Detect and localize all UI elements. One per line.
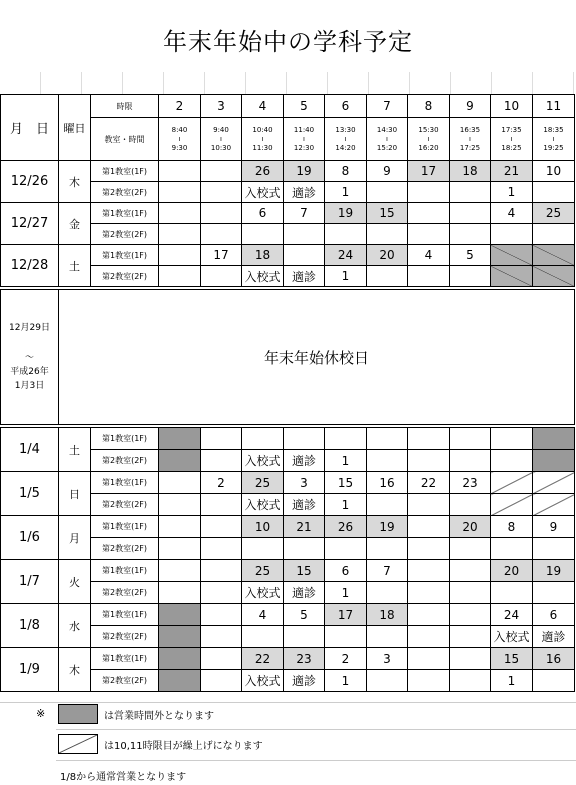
period-header: 5	[284, 95, 325, 118]
period-cell	[201, 648, 242, 670]
date-cell: 12/27	[1, 203, 59, 245]
date-cell: 1/6	[1, 516, 59, 560]
period-cell	[408, 670, 450, 692]
period-cell	[159, 538, 201, 560]
start-time: 17:35	[501, 125, 522, 134]
period-cell	[242, 538, 284, 560]
time-tick: ı	[178, 134, 181, 143]
period-cell: 20	[367, 245, 408, 266]
weekday-cell: 土	[59, 428, 91, 472]
period-cell: 21	[491, 161, 533, 182]
holiday-tilde: ～	[24, 353, 34, 363]
start-time: 11:40	[293, 125, 315, 134]
period-cell	[450, 670, 491, 692]
date-cell: 1/9	[1, 648, 59, 692]
end-time: 14:20	[335, 143, 356, 152]
period-cell	[159, 516, 201, 538]
period-cell	[159, 604, 201, 626]
period-cell: 入校式	[242, 582, 284, 604]
period-cell: 5	[284, 604, 325, 626]
page-title: 年末年始中の学科予定	[163, 28, 413, 56]
room-cell: 第2教室(2F)	[91, 224, 159, 245]
period-cell	[367, 428, 408, 450]
period-cell	[159, 182, 201, 203]
start-time: 18:35	[543, 125, 564, 134]
period-cell	[408, 428, 450, 450]
weekday-cell: 金	[59, 203, 91, 245]
period-cell	[201, 670, 242, 692]
period-cell: 25	[242, 472, 284, 494]
period-cell	[159, 670, 201, 692]
period-cell	[201, 582, 242, 604]
period-cell	[450, 266, 491, 287]
date-cell: 12/28	[1, 245, 59, 287]
end-time: 11:30	[252, 143, 273, 152]
period-cell	[533, 182, 575, 203]
period-cell: 26	[325, 516, 367, 538]
date-cell: 1/5	[1, 472, 59, 516]
schedule-row	[1, 648, 575, 670]
schedule-row	[1, 472, 575, 494]
period-cell	[159, 245, 201, 266]
period-cell: 20	[450, 516, 491, 538]
period-cell: 7	[367, 560, 408, 582]
period-header: 3	[201, 95, 242, 118]
period-cell: 15	[367, 203, 408, 224]
weekday-cell: 木	[59, 648, 91, 692]
room-cell: 第2教室(2F)	[91, 182, 159, 203]
period-cell	[367, 266, 408, 287]
period-cell	[533, 450, 575, 472]
holiday-from: 12月29日	[9, 323, 50, 333]
weekday-cell: 木	[59, 161, 91, 203]
holiday-range-cell	[1, 290, 59, 425]
period-cell: 入校式	[242, 670, 284, 692]
period-cell	[450, 648, 491, 670]
diagonal-legend-text: は10,11時限目が繰上げになります	[104, 741, 263, 752]
schedule-row	[1, 161, 575, 182]
period-cell	[201, 494, 242, 516]
period-cell	[450, 224, 491, 245]
period-cell	[450, 626, 491, 648]
period-cell	[159, 648, 201, 670]
period-cell	[159, 450, 201, 472]
period-cell	[533, 472, 575, 494]
period-cell	[450, 604, 491, 626]
period-label: 時限	[91, 95, 159, 118]
room-cell: 第2教室(2F)	[91, 450, 159, 472]
period-cell: 19	[284, 161, 325, 182]
gray-legend-text: は営業時間外となります	[104, 711, 214, 722]
period-header: 2	[159, 95, 201, 118]
room-cell: 第1教室(1F)	[91, 648, 159, 670]
weekday-cell: 水	[59, 604, 91, 648]
start-time: 16:35	[459, 125, 481, 134]
period-cell	[201, 538, 242, 560]
period-cell: 10	[533, 161, 575, 182]
period-cell	[201, 626, 242, 648]
period-cell	[159, 494, 201, 516]
period-cell	[408, 604, 450, 626]
period-time-cell	[367, 118, 408, 161]
period-cell	[367, 182, 408, 203]
note-mark: ※	[36, 707, 46, 720]
start-time: 15:30	[418, 125, 439, 134]
footer-note: 1/8から通常営業となります	[60, 772, 187, 783]
weekday-cell: 土	[59, 245, 91, 287]
period-cell: 8	[325, 161, 367, 182]
period-cell	[159, 428, 201, 450]
period-cell: 1	[325, 450, 367, 472]
period-cell: 23	[450, 472, 491, 494]
period-cell	[408, 538, 450, 560]
period-cell	[159, 472, 201, 494]
period-cell: 7	[284, 203, 325, 224]
period-cell	[491, 494, 533, 516]
period-cell: 3	[367, 648, 408, 670]
period-cell	[367, 582, 408, 604]
period-cell	[284, 428, 325, 450]
period-cell	[284, 224, 325, 245]
period-cell: 1	[325, 670, 367, 692]
period-cell	[242, 224, 284, 245]
period-cell: 17	[408, 161, 450, 182]
period-header: 11	[533, 95, 575, 118]
period-cell	[491, 450, 533, 472]
period-cell: 19	[533, 560, 575, 582]
start-time: 10:40	[252, 125, 273, 134]
period-time-cell	[533, 118, 575, 161]
period-cell: 25	[533, 203, 575, 224]
start-time: 9:40	[213, 125, 229, 134]
schedule-row	[1, 245, 575, 266]
period-cell	[408, 450, 450, 472]
period-cell: 25	[242, 560, 284, 582]
date-cell: 1/8	[1, 604, 59, 648]
room-cell: 第2教室(2F)	[91, 494, 159, 516]
period-cell	[284, 245, 325, 266]
period-cell	[491, 428, 533, 450]
period-cell: 2	[201, 472, 242, 494]
period-cell	[159, 582, 201, 604]
period-cell	[367, 670, 408, 692]
room-cell: 第1教室(1F)	[91, 203, 159, 224]
room-cell: 第2教室(2F)	[91, 582, 159, 604]
end-time: 16:20	[418, 143, 439, 152]
start-time: 8:40	[171, 125, 188, 134]
period-cell: 適診	[533, 626, 575, 648]
period-header: 8	[408, 95, 450, 118]
period-header: 7	[367, 95, 408, 118]
period-time-cell	[201, 118, 242, 161]
period-cell	[533, 670, 575, 692]
period-cell	[450, 582, 491, 604]
period-cell	[159, 266, 201, 287]
period-cell: 入校式	[242, 182, 284, 203]
schedule-row	[1, 560, 575, 582]
period-cell	[450, 494, 491, 516]
holiday-to: 1月3日	[14, 381, 45, 391]
period-cell	[491, 472, 533, 494]
period-cell	[533, 428, 575, 450]
end-time: 15:20	[376, 143, 398, 152]
end-time: 12:30	[293, 143, 315, 152]
period-cell: 適診	[284, 266, 325, 287]
room-cell: 第1教室(1F)	[91, 161, 159, 182]
schedule-table	[0, 94, 575, 692]
period-cell: 22	[242, 648, 284, 670]
period-time-cell	[159, 118, 201, 161]
period-time-cell	[408, 118, 450, 161]
period-cell	[408, 626, 450, 648]
period-cell: 適診	[284, 450, 325, 472]
period-time-cell	[325, 118, 367, 161]
period-header: 4	[242, 95, 284, 118]
period-cell: 15	[284, 560, 325, 582]
schedule-row	[1, 604, 575, 626]
period-time-cell	[242, 118, 284, 161]
diagonal-swatch	[58, 734, 98, 754]
time-tick: ı	[386, 134, 388, 143]
period-header: 6	[325, 95, 367, 118]
period-cell: 適診	[284, 494, 325, 516]
period-cell: 3	[284, 472, 325, 494]
period-header: 10	[491, 95, 533, 118]
period-cell	[408, 516, 450, 538]
room-time-label: 教室・時間	[91, 118, 159, 161]
period-cell: 22	[408, 472, 450, 494]
period-cell	[242, 626, 284, 648]
period-cell	[491, 224, 533, 245]
period-cell: 16	[367, 472, 408, 494]
month-day-header: 月 日	[1, 95, 59, 161]
time-tick: ı	[303, 134, 305, 143]
period-cell: 6	[242, 203, 284, 224]
period-cell: 2	[325, 648, 367, 670]
period-cell	[159, 161, 201, 182]
holiday-row	[1, 290, 575, 425]
legend-notes	[0, 702, 576, 785]
period-time-cell	[284, 118, 325, 161]
period-cell: 6	[325, 560, 367, 582]
period-cell: 17	[325, 604, 367, 626]
period-cell	[408, 182, 450, 203]
room-cell: 第2教室(2F)	[91, 626, 159, 648]
schedule-row	[1, 516, 575, 538]
time-tick: ı	[510, 134, 513, 143]
weekday-cell: 月	[59, 516, 91, 560]
room-cell: 第1教室(1F)	[91, 516, 159, 538]
period-cell: 26	[242, 161, 284, 182]
period-cell: 15	[325, 472, 367, 494]
time-tick: ı	[552, 134, 555, 143]
period-cell	[367, 626, 408, 648]
time-tick: ı	[261, 134, 264, 143]
period-cell	[533, 266, 575, 287]
weekday-cell: 火	[59, 560, 91, 604]
period-cell	[450, 560, 491, 582]
period-cell	[201, 203, 242, 224]
date-cell: 12/26	[1, 161, 59, 203]
period-cell	[201, 161, 242, 182]
period-cell	[284, 626, 325, 648]
period-cell	[491, 245, 533, 266]
period-cell	[325, 626, 367, 648]
room-cell: 第1教室(1F)	[91, 428, 159, 450]
period-cell	[325, 224, 367, 245]
room-cell: 第1教室(1F)	[91, 472, 159, 494]
start-time: 13:30	[335, 125, 356, 134]
time-tick: ı	[427, 134, 430, 143]
end-time: 19:25	[543, 143, 564, 152]
period-cell: 入校式	[491, 626, 533, 648]
period-cell	[325, 538, 367, 560]
period-cell: 16	[533, 648, 575, 670]
weekday-cell: 日	[59, 472, 91, 516]
period-header: 9	[450, 95, 491, 118]
period-cell: 17	[201, 245, 242, 266]
period-cell	[533, 224, 575, 245]
time-tick: ı	[344, 134, 347, 143]
period-cell: 4	[491, 203, 533, 224]
period-cell	[159, 560, 201, 582]
schedule-row	[1, 203, 575, 224]
period-cell	[533, 538, 575, 560]
period-cell	[450, 203, 491, 224]
period-cell	[367, 450, 408, 472]
period-cell	[450, 450, 491, 472]
period-cell: 4	[408, 245, 450, 266]
period-cell	[159, 626, 201, 648]
period-cell	[159, 203, 201, 224]
period-cell	[408, 494, 450, 516]
period-cell: 適診	[284, 582, 325, 604]
period-cell: 10	[242, 516, 284, 538]
period-cell: 8	[491, 516, 533, 538]
end-time: 18:25	[501, 143, 522, 152]
period-cell	[367, 494, 408, 516]
room-cell: 第2教室(2F)	[91, 538, 159, 560]
period-cell: 19	[325, 203, 367, 224]
period-cell: 9	[367, 161, 408, 182]
period-cell	[491, 538, 533, 560]
period-cell	[242, 428, 284, 450]
period-cell	[201, 516, 242, 538]
schedule-row	[1, 428, 575, 450]
period-cell: 18	[242, 245, 284, 266]
period-cell: 18	[450, 161, 491, 182]
period-cell	[408, 648, 450, 670]
period-cell	[491, 582, 533, 604]
period-cell	[201, 428, 242, 450]
period-cell	[533, 245, 575, 266]
period-cell	[201, 604, 242, 626]
period-cell	[201, 450, 242, 472]
period-cell	[450, 538, 491, 560]
period-cell: 21	[284, 516, 325, 538]
period-time-cell	[491, 118, 533, 161]
end-time: 17:25	[459, 143, 481, 152]
period-cell	[533, 582, 575, 604]
time-tick: ı	[220, 134, 222, 143]
period-cell	[408, 560, 450, 582]
spacer	[1, 335, 58, 351]
period-cell	[450, 182, 491, 203]
period-cell	[201, 560, 242, 582]
period-cell: 1	[491, 182, 533, 203]
period-cell	[284, 538, 325, 560]
period-cell	[201, 266, 242, 287]
period-cell	[491, 266, 533, 287]
room-cell: 第1教室(1F)	[91, 604, 159, 626]
room-cell: 第2教室(2F)	[91, 266, 159, 287]
period-cell	[201, 182, 242, 203]
gray-swatch	[58, 704, 98, 724]
period-cell	[367, 538, 408, 560]
time-tick: ı	[469, 134, 471, 143]
period-cell	[533, 494, 575, 516]
period-cell: 24	[325, 245, 367, 266]
start-time: 14:30	[376, 125, 398, 134]
period-cell: 1	[325, 494, 367, 516]
room-cell: 第2教室(2F)	[91, 670, 159, 692]
top-gridlines	[0, 72, 576, 94]
period-cell	[159, 224, 201, 245]
period-cell: 20	[491, 560, 533, 582]
period-cell: 入校式	[242, 450, 284, 472]
period-cell	[201, 224, 242, 245]
room-cell: 第1教室(1F)	[91, 560, 159, 582]
period-cell	[408, 224, 450, 245]
holiday-name-cell: 年末年始休校日	[59, 290, 575, 425]
date-cell: 1/4	[1, 428, 59, 472]
period-cell: 18	[367, 604, 408, 626]
period-cell	[408, 266, 450, 287]
period-cell: 6	[533, 604, 575, 626]
period-cell	[408, 203, 450, 224]
period-cell: 24	[491, 604, 533, 626]
weekday-header: 曜日	[59, 95, 91, 161]
period-cell: 入校式	[242, 266, 284, 287]
end-time: 9:30	[171, 143, 188, 152]
period-cell	[367, 224, 408, 245]
period-cell: 適診	[284, 182, 325, 203]
period-cell: 1	[325, 182, 367, 203]
end-time: 10:30	[210, 143, 232, 152]
period-cell	[325, 428, 367, 450]
period-cell: 適診	[284, 670, 325, 692]
period-cell: 5	[450, 245, 491, 266]
holiday-era: 平成26年	[10, 367, 49, 377]
period-cell	[450, 428, 491, 450]
period-cell: 入校式	[242, 494, 284, 516]
period-cell: 1	[325, 582, 367, 604]
period-cell: 1	[325, 266, 367, 287]
date-cell: 1/7	[1, 560, 59, 604]
period-cell: 4	[242, 604, 284, 626]
period-cell: 9	[533, 516, 575, 538]
room-cell: 第1教室(1F)	[91, 245, 159, 266]
period-cell: 19	[367, 516, 408, 538]
period-cell	[408, 582, 450, 604]
period-cell: 15	[491, 648, 533, 670]
period-cell: 1	[491, 670, 533, 692]
period-time-cell	[450, 118, 491, 161]
period-cell: 23	[284, 648, 325, 670]
